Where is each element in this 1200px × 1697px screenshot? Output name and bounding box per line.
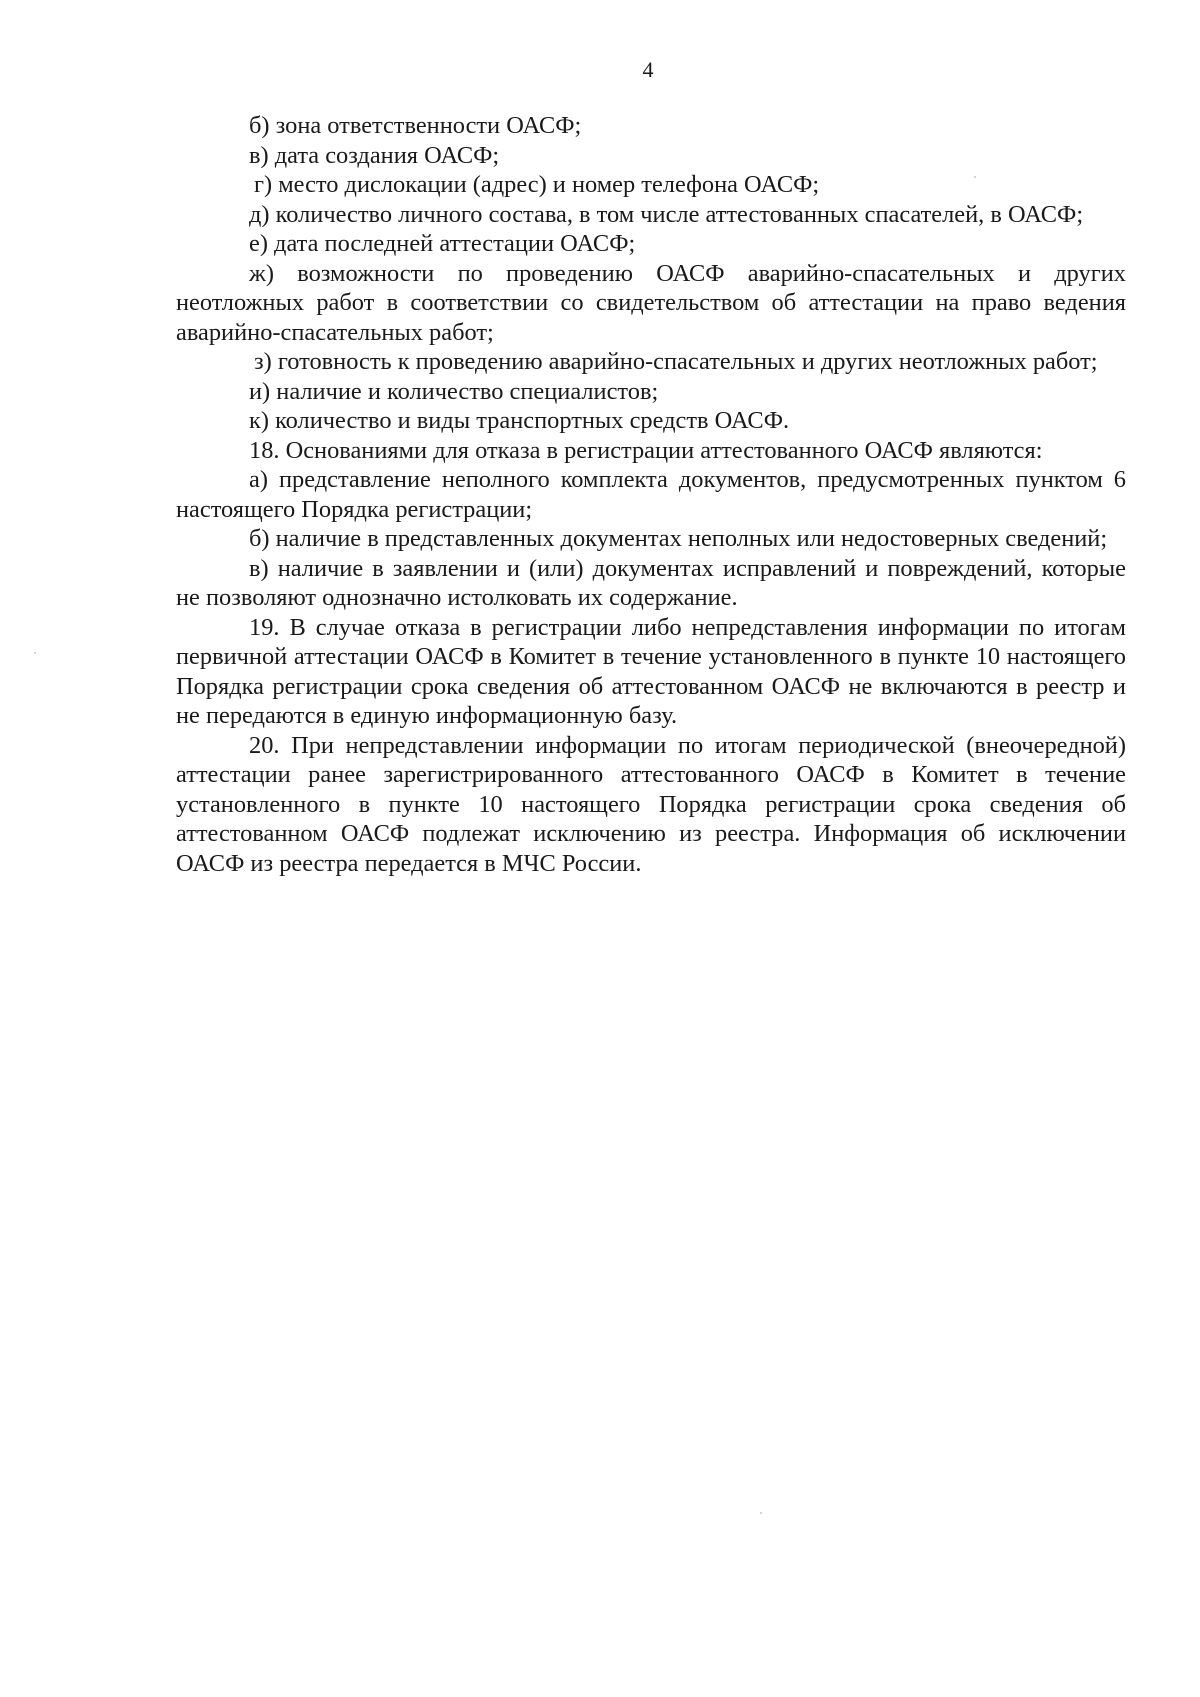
page-number: 4 [642, 57, 654, 82]
list-item-e: е) дата последней аттестации ОАСФ; [249, 230, 636, 257]
list-item-v: в) дата создания ОАСФ; [249, 141, 500, 169]
clause-18-item-b: б) наличие в представленных документах неполных или недостоверных сведений; [249, 525, 1108, 552]
scan-speck [974, 176, 976, 178]
document-body [176, 111, 1126, 878]
list-item-k: к) количество и виды транспортных средств ОАСФ. [249, 407, 790, 434]
scan-speck [760, 1512, 762, 1514]
list-item-z: з) готовность к проведению аварийно-спасательных и других неотложных работ; [254, 348, 1098, 375]
list-item-d: д) количество личного состава, в том числе аттестованных спасателей, в ОАСФ; [249, 200, 1084, 228]
clause-18: 18. Основаниями для отказа в регистрации аттестованного ОАСФ являются: [249, 436, 1043, 464]
list-item-zh: ж) возможности по проведению ОАСФ аварийно-спасательных и других неотложных работ в соответствии со свидетельством об аттестации на право ведения аварийно-спасательных работ; [176, 259, 1126, 346]
list-item-b: б) зона ответственности ОАСФ; [249, 112, 582, 139]
clause-20: 20. При непредставлении информации по итогам периодической (внеочередной) аттестации ранее зарегистрированного аттестованного ОАСФ в Комитет в течение установленного в пункте 10 настоящего Порядка регистрации срока сведения об аттестованном ОАСФ подлежат исключению из реестра. Информация об исключении ОАСФ из реестра передается в МЧС России. [176, 731, 1126, 877]
list-item-g: г) место дислокации (адрес) и номер телефона ОАСФ; [254, 171, 820, 198]
clause-18-item-v: в) наличие в заявлении и (или) документах исправлений и повреждений, которые не позволяют однозначно истолковать их содержание. [176, 554, 1126, 611]
clause-19: 19. В случае отказа в регистрации либо непредставления информации по итогам первичной аттестации ОАСФ в Комитет в течение установленного в пункте 10 настоящего Порядка регистрации срока сведения об аттестованном ОАСФ не включаются в реестр и не передаются в единую информационную базу. [176, 613, 1126, 729]
clause-18-item-a: а) представление неполного комплекта документов, предусмотренных пунктом 6 настоящего Порядка регистрации; [176, 466, 1126, 523]
scan-speck [34, 652, 36, 654]
list-item-i: и) наличие и количество специалистов; [249, 377, 659, 405]
